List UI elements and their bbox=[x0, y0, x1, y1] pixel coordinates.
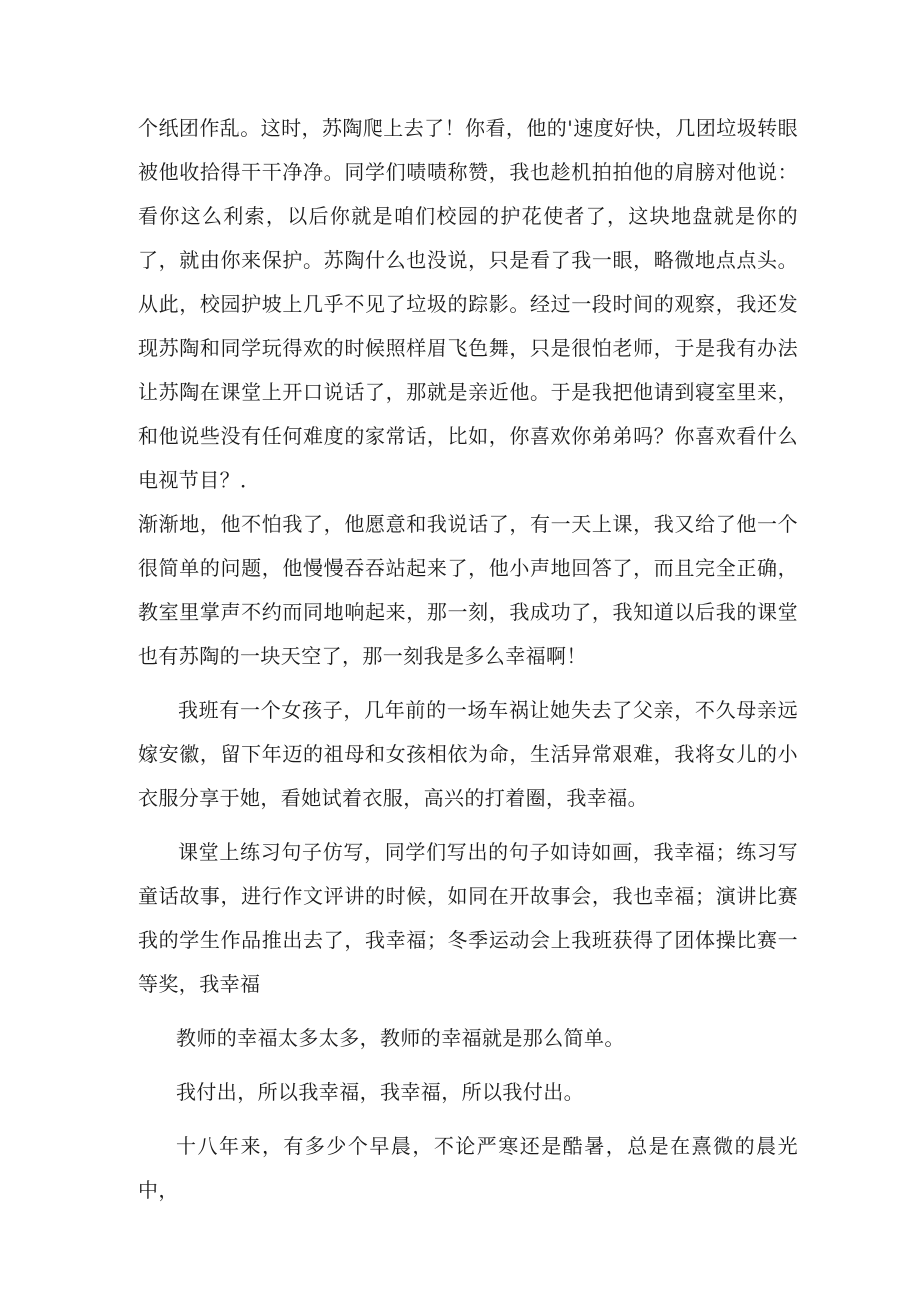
paragraph-3: 我班有一个女孩子，几年前的一场车祸让她失去了父亲，不久母亲远嫁安徽，留下年迈的祖母和女孩相依为命，生活异常艰难，我将女儿的小衣服分享于她，看她试着衣服，高兴的打着圈，我幸福。 bbox=[138, 698, 798, 810]
paragraph-2: 渐渐地，他不怕我了，他愿意和我说话了，有一天上课，我又给了他一个很简单的问题，他慢慢吞吞站起来了，他小声地回答了，而且完全正确，教室里掌声不约而同地响起来，那一刻，我成功了，我知道以后我的课堂也有苏陶的一块天空了，那一刻我是多么幸福啊！ bbox=[138, 512, 798, 668]
paragraph-4: 课堂上练习句子仿写，同学们写出的句子如诗如画，我幸福；练习写童话故事，进行作文评讲的时候，如同在开故事会，我也幸福；演讲比赛我的学生作品推出去了，我幸福；冬季运动会上我班获得了团体操比赛一等奖，我幸福 bbox=[138, 840, 798, 996]
paragraph-6: 我付出，所以我幸福，我幸福，所以我付出。 bbox=[176, 1080, 584, 1104]
paragraph-7: 十八年来，有多少个早晨，不论严寒还是酷暑，总是在熹微的晨光中， bbox=[138, 1134, 798, 1202]
paragraph-5: 教师的幸福太多太多，教师的幸福就是那么简单。 bbox=[176, 1026, 625, 1050]
document-body bbox=[138, 106, 798, 1212]
paragraph-1: 个纸团作乱。这时，苏陶爬上去了！你看，他的'速度好快，几团垃圾转眼被他收拾得干干净净。同学们啧啧称赞，我也趁机拍拍他的肩膀对他说：看你这么利索，以后你就是咱们校园的护花使者了，这块地盘就是你的了，就由你来保护。苏陶什么也没说，只是看了我一眼，略微地点点头。从此，校园护坡上几乎不见了垃圾的踪影。经过一段时间的观察，我还发现苏陶和同学玩得欢的时候照样眉飞色舞，只是很怕老师，于是我有办法让苏陶在课堂上开口说话了，那就是亲近他。于是我把他请到寝室里来，和他说些没有任何难度的家常话，比如，你喜欢你弟弟吗？你喜欢看什么电视节目？． bbox=[138, 116, 798, 492]
